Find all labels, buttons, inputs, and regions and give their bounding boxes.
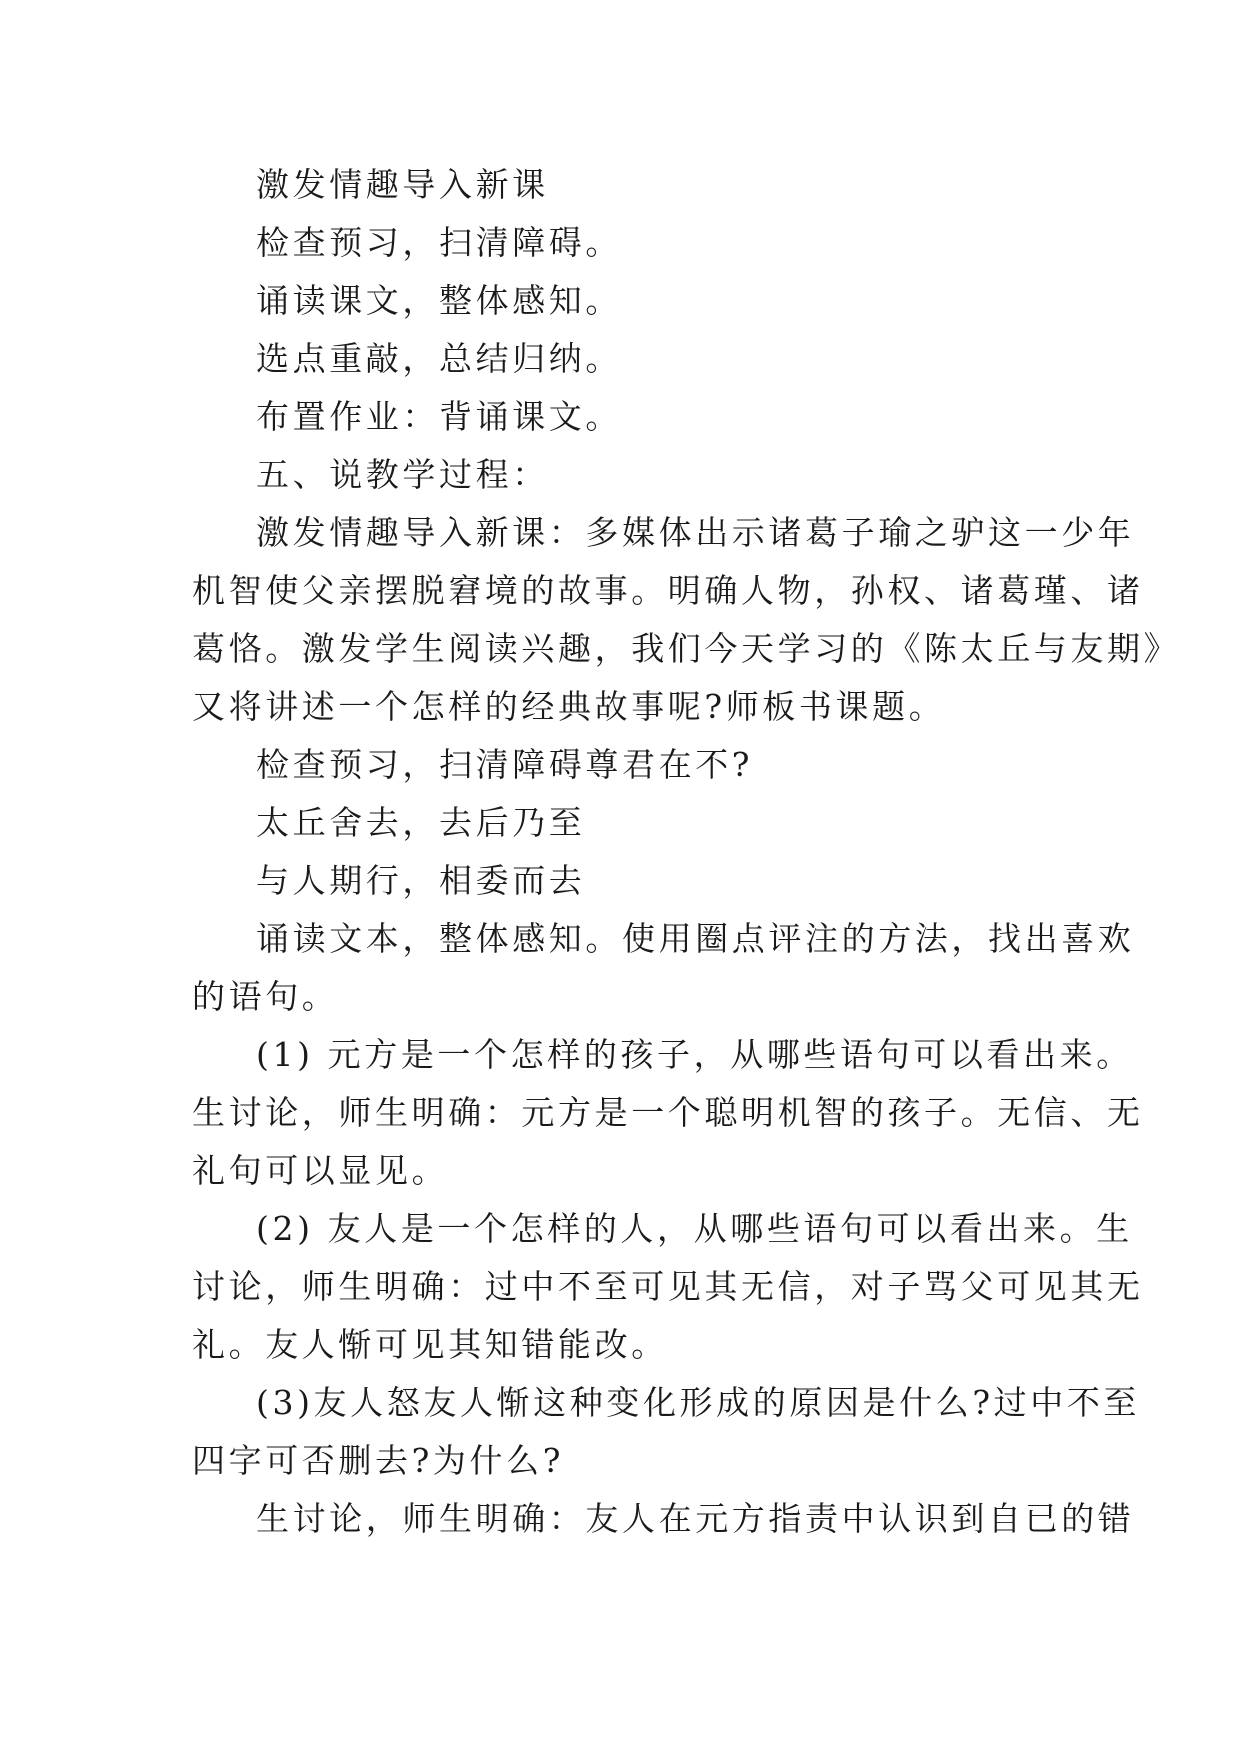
text-line-1: 激发情趣导入新课	[256, 165, 549, 204]
text-line-13: 与人期行，相委而去	[256, 861, 586, 900]
text-line-12: 太丘舍去，去后乃至	[256, 803, 586, 842]
text-line-19: (2) 友人是一个怎样的人，从哪些语句可以看出来。生	[256, 1209, 1133, 1248]
text-line-7: 激发情趣导入新课：多媒体出示诸葛子瑜之驴这一少年	[256, 513, 1135, 552]
text-line-17: 生讨论，师生明确：元方是一个聪明机智的孩子。无信、无	[192, 1093, 1144, 1132]
text-line-14: 诵读文本，整体感知。使用圈点评注的方法，找出喜欢	[256, 919, 1135, 958]
text-line-3: 诵读课文，整体感知。	[256, 281, 622, 320]
text-line-24: 生讨论，师生明确：友人在元方指责中认识到自已的错	[256, 1499, 1135, 1538]
text-line-5: 布置作业：背诵课文。	[256, 397, 622, 436]
text-line-18: 礼句可以显见。	[192, 1151, 449, 1190]
section-heading: 五、说教学过程：	[256, 455, 549, 494]
text-line-22: (3)友人怒友人惭这种变化形成的原因是什么?过中不至	[256, 1383, 1141, 1422]
text-line-9: 葛恪。激发学生阅读兴趣，我们今天学习的《陈太丘与友期》	[192, 629, 1181, 668]
text-line-10: 又将讲述一个怎样的经典故事呢?师板书课题。	[192, 687, 946, 726]
text-line-20: 讨论，师生明确：过中不至可见其无信，对子骂父可见其无	[192, 1267, 1144, 1306]
text-line-11: 检查预习，扫清障碍尊君在不?	[256, 745, 754, 784]
text-line-4: 选点重敲，总结归纳。	[256, 339, 622, 378]
text-line-23: 四字可否删去?为什么?	[192, 1441, 564, 1480]
text-line-21: 礼。友人惭可见其知错能改。	[192, 1325, 668, 1364]
text-line-16: (1) 元方是一个怎样的孩子，从哪些语句可以看出来。	[256, 1035, 1133, 1074]
text-line-15: 的语句。	[192, 977, 339, 1016]
text-line-8: 机智使父亲摆脱窘境的故事。明确人物，孙权、诸葛瑾、诸	[192, 571, 1144, 610]
text-line-2: 检查预习，扫清障碍。	[256, 223, 622, 262]
